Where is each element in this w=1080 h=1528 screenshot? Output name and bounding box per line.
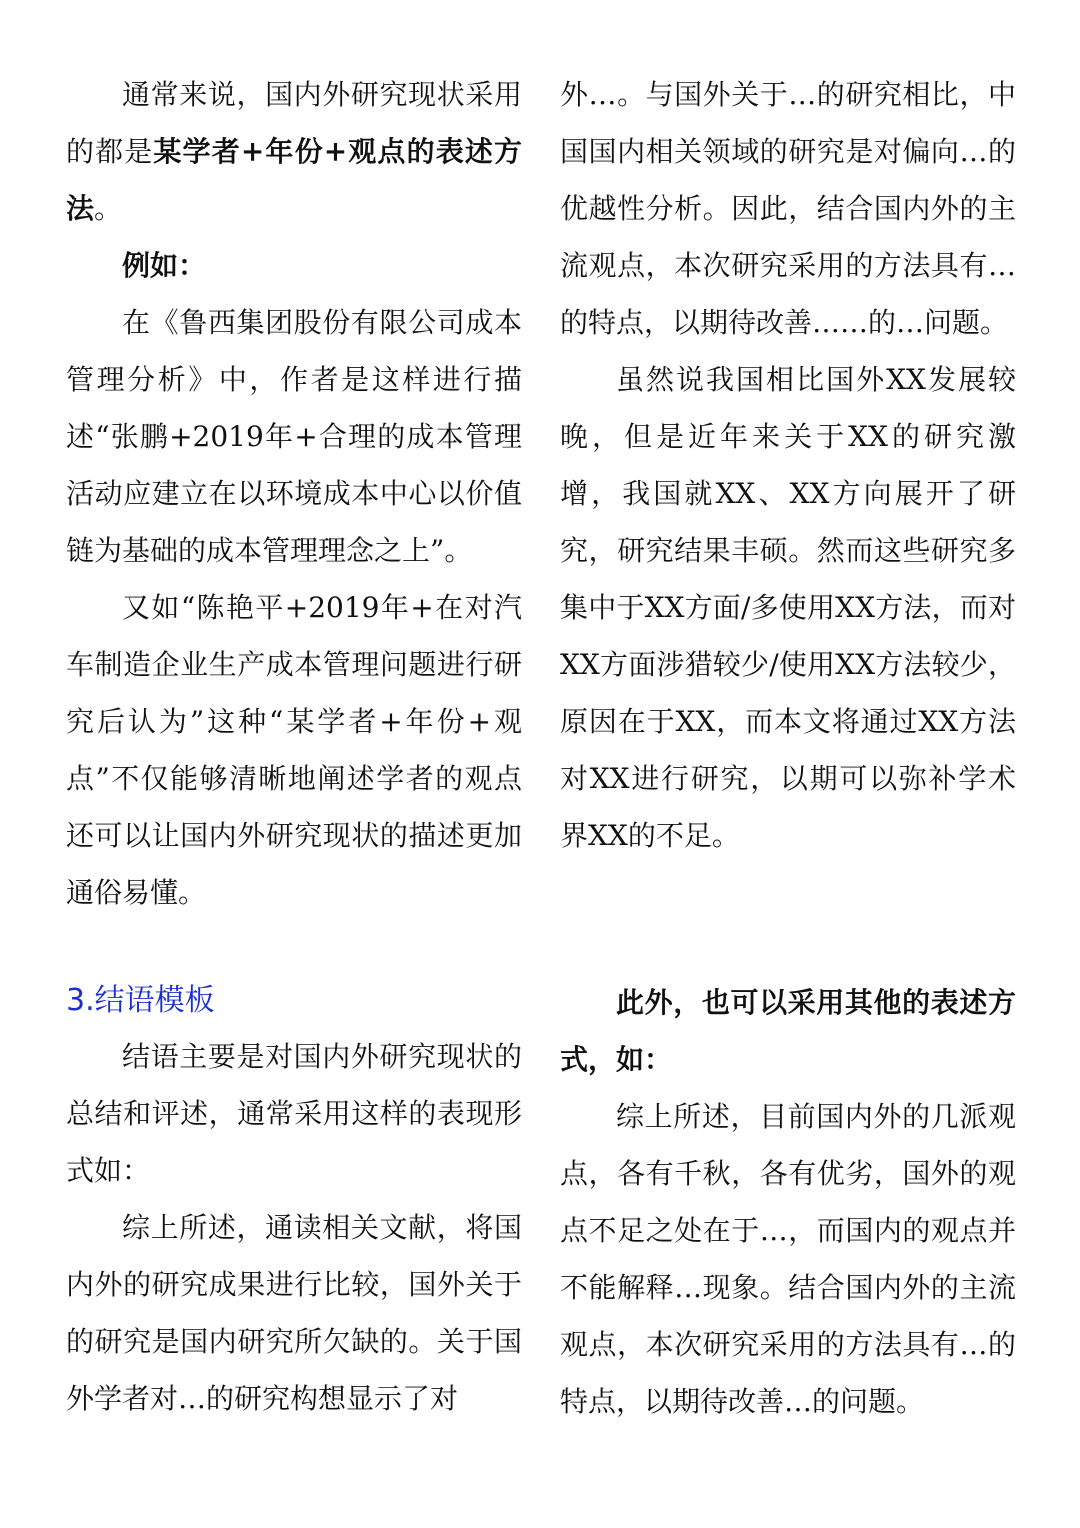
example-paragraph-1: 在《鲁西集团股份有限公司成本管理分析》中，作者是这样进行描述“张鹏+2019年+合理的成本管理活动应建立在以环境成本中心以价值链为基础的成本管理理念之上”。 bbox=[66, 306, 522, 567]
top-right-column bbox=[560, 66, 1016, 864]
section-heading: 3.结语模板 bbox=[66, 983, 215, 1018]
example-paragraph-2: 又如“陈艳平+2019年+在对汽车制造企业生产成本管理问题进行研究后认为”这种“某学者+年份+观点”不仅能够清晰地阐述学者的观点还可以让国内外研究现状的描述更加通俗易懂。 bbox=[66, 591, 522, 909]
intro-paragraph: 通常来说，国内外研究现状采用的都是某学者+年份+观点的表述方法。 bbox=[66, 78, 522, 225]
alternative-intro-paragraph: 此外，也可以采用其他的表述方式，如： bbox=[560, 986, 1016, 1076]
bold-method-phrase: 某学者+年份+观点的表述方法 bbox=[66, 135, 522, 225]
template-paragraph: 虽然说我国相比国外XX发展较晚，但是近年来关于XX的研究激增，我国就XX、XX方向展开了研究，研究结果丰硕。然而这些研究多集中于XX方面/多使用XX方法，而对XX方面涉猎较少/使用XX方法较少，原因在于XX，而本文将通过XX方法对XX进行研究，以期可以弥补学术界XX的不足。 bbox=[560, 363, 1016, 852]
example-label: 例如： bbox=[122, 249, 207, 282]
conclusion-intro-paragraph: 结语主要是对国内外研究现状的总结和评述，通常采用这样的表现形式如： bbox=[66, 1040, 522, 1187]
bottom-left-column bbox=[66, 974, 522, 1427]
top-left-column bbox=[66, 66, 522, 921]
continuation-paragraph: 外…。与国外关于…的研究相比，中国国内相关领域的研究是对偏向…的优越性分析。因此，结合国内外的主流观点，本次研究采用的方法具有…的特点，以期待改善……的…问题。 bbox=[560, 78, 1016, 339]
bottom-right-column bbox=[560, 974, 1016, 1430]
conclusion-example-paragraph: 综上所述，通读相关文献，将国内外的研究成果进行比较，国外关于的研究是国内研究所欠缺的。关于国外学者对…的研究构想显示了对 bbox=[66, 1211, 522, 1415]
alternative-example-paragraph: 综上所述，目前国内外的几派观点，各有千秋，各有优劣，国外的观点不足之处在于…，而国内的观点并不能解释…现象。结合国内外的主流观点，本次研究采用的方法具有…的特点，以期待改善…的问题。 bbox=[560, 1100, 1016, 1418]
